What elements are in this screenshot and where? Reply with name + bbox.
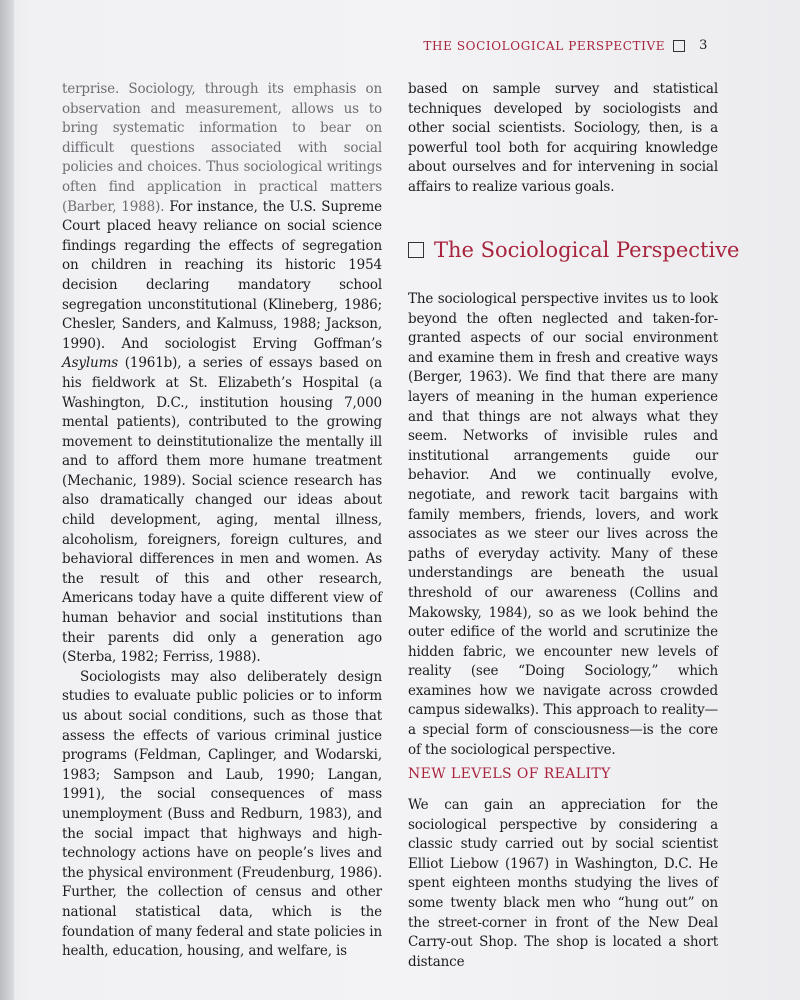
book-title-italic: Asylums: [62, 355, 118, 372]
faded-text: terprise. Sociology, through its emphasis on observation and measurement, allows us to bring systematic information to bear on difficult questions associated with social policies and choices. Thus sociological writings often find application in practical matters (Barber, 1988).: [62, 81, 382, 215]
paragraph: [62, 80, 382, 668]
section-heading: [408, 238, 739, 262]
page-number: 3: [699, 38, 708, 53]
paragraph: Sociologists may also deliberately design studies to evaluate public policies or to inform us about social conditions, such as those that assess the effects of various criminal justice programs (Feldman, Caplinger, and Wodarski, 1983; Sampson and Laub, 1990; Langan, 1991), the social consequences of mass unemployment (Buss and Redburn, 1983), and the social impact that highways and high-technology actions have on people’s lives and the physical environment (Freudenburg, 1986). Further, the collection of census and other national statistical data, which is the foundation of many federal and state policies in health, education, housing, and welfare, is: [62, 668, 382, 960]
right-column-top: [408, 80, 718, 198]
running-header: [423, 38, 708, 53]
right-column-subsection: [408, 796, 718, 972]
running-title: THE SOCIOLOGICAL PERSPECTIVE: [423, 38, 666, 53]
paragraph: The sociological perspective invites us to look beyond the often neglected and taken-for-granted aspects of our social environment and examine them in fresh and creative ways (Berger, 1963). We find that there are many layers of meaning in the human experience and that things are not always what they seem. Networks of invisible rules and institutional arrangements guide our behavior. And we continually evolve, negotiate, and rework tacit bargains with family members, friends, lovers, and work associates as we steer our lives across the paths of everyday activity. Many of these understandings are beneath the usual threshold of our awareness (Collins and Makowsky, 1984), so as we look behind the outer edifice of the world and scrutinize the hidden fabric, we encounter new levels of reality (see “Doing Sociology,” which examines how we navigate across crowded campus sidewalks). This approach to reality—a special form of consciousness—is the core of the sociological perspective.: [408, 291, 718, 758]
square-ornament-icon: [673, 40, 685, 52]
subsection-heading: NEW LEVELS OF REALITY: [408, 766, 611, 782]
square-ornament-icon: [408, 242, 424, 258]
right-column-section: [408, 290, 718, 760]
paragraph: We can gain an appreciation for the sociological perspective by considering a classic study carried out by social scientist Elliot Liebow (1967) in Washington, D.C. He spent eighteen months studying the lives of some twenty black men who “hung out” on the street-corner in front of the New Deal Carry-out Shop. The shop is located a short distance: [408, 797, 718, 970]
paragraph-text: (1961b), a series of essays based on his fieldwork at St. Elizabeth’s Hospital (a Washington, D.C., institution housing 7,000 mental patients), contributed to the growing movement to deinstitutionalize the mentally ill and to afford them more humane treatment (Mechanic, 1989). Social science research has also dramatically changed our ideas about child development, aging, mental illness, alcoholism, foreigners, foreign cultures, and behavioral differences in men and women. As the result of this and other research, Americans today have a quite different view of human behavior and social institutions than their parents did only a generation ago (Sterba, 1982; Ferriss, 1988).: [62, 355, 382, 666]
paragraph-text: For instance, the U.S. Supreme Court placed heavy reliance on social science findings regarding the effects of segregation on children in reaching its historic 1954 decision declaring mandatory school segregation unconstitutional (Klineberg, 1986; Chesler, Sanders, and Kalmuss, 1988; Jackson, 1990). And sociologist Erving Goffman’s: [62, 198, 382, 352]
left-column: [62, 80, 382, 962]
section-heading-text: The Sociological Perspective: [434, 238, 740, 262]
paragraph: based on sample survey and statistical techniques developed by sociologists and other social scientists. Sociology, then, is a powerful tool both for acquiring knowledge about ourselves and for intervening in social affairs to realize various goals.: [408, 81, 718, 195]
book-spine: [0, 0, 14, 1000]
